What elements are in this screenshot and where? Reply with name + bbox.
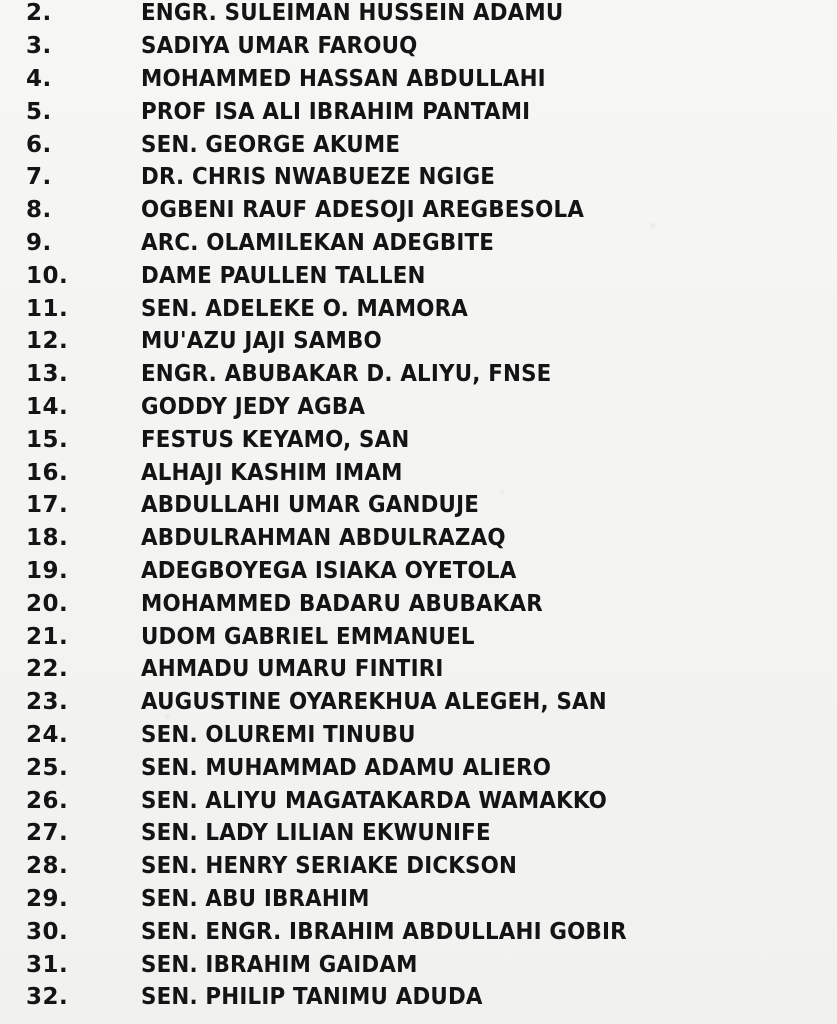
list-item <box>0 489 663 522</box>
item-name: ALHAJI KASHIM IMAM <box>141 459 403 486</box>
item-number: 3. <box>26 33 52 60</box>
list-item <box>0 194 663 227</box>
item-number: 19. <box>26 557 69 584</box>
item-name: ABDULLAHI UMAR GANDUJE <box>141 492 480 519</box>
item-number: 14. <box>26 393 69 420</box>
item-name: SEN. ABU IBRAHIM <box>141 885 370 912</box>
item-name: SEN. PHILIP TANIMU ADUDA <box>141 984 483 1011</box>
item-number: 29. <box>26 885 69 912</box>
item-name: SADIYA UMAR FAROUQ <box>141 33 418 60</box>
list-item <box>0 95 663 128</box>
list-item <box>0 751 663 784</box>
item-number: 23. <box>26 689 69 716</box>
item-name: ABDULRAHMAN ABDULRAZAQ <box>141 525 506 552</box>
list-item <box>0 358 663 391</box>
item-name: SEN. LADY LILIAN EKWUNIFE <box>141 820 491 847</box>
list-item <box>0 587 663 620</box>
item-name: SEN. OLUREMI TINUBU <box>141 721 416 748</box>
list-item <box>0 850 663 883</box>
item-number: 31. <box>26 951 69 978</box>
item-name: MOHAMMED BADARU ABUBAKAR <box>141 590 543 617</box>
item-number: 10. <box>26 262 69 289</box>
item-name: MOHAMMED HASSAN ABDULLAHI <box>141 65 546 92</box>
list-item <box>0 686 663 719</box>
item-name: SEN. ADELEKE O. MAMORA <box>141 295 469 322</box>
item-number: 30. <box>26 918 69 945</box>
item-number: 16. <box>26 459 69 486</box>
item-number: 15. <box>26 426 69 453</box>
item-name: AHMADU UMARU FINTIRI <box>141 656 444 683</box>
item-number: 4. <box>26 65 52 92</box>
item-name: SEN. GEORGE AKUME <box>141 131 401 158</box>
item-name: ENGR. SULEIMAN HUSSEIN ADAMU <box>141 0 564 27</box>
item-number: 26. <box>26 787 69 814</box>
item-name: ENGR. ABUBAKAR D. ALIYU, FNSE <box>141 361 552 388</box>
item-name: MU'AZU JAJI SAMBO <box>141 328 382 355</box>
item-number: 2. <box>26 0 52 27</box>
list-item <box>0 915 663 948</box>
item-number: 22. <box>26 656 69 683</box>
item-name: SEN. ENGR. IBRAHIM ABDULLAHI GOBIR <box>141 918 627 945</box>
list-item <box>0 719 663 752</box>
list-item <box>0 128 663 161</box>
item-name: ADEGBOYEGA ISIAKA OYETOLA <box>141 557 517 584</box>
item-name: PROF ISA ALI IBRAHIM PANTAMI <box>141 98 531 125</box>
item-number: 27. <box>26 820 69 847</box>
item-name: SEN. ALIYU MAGATAKARDA WAMAKKO <box>141 787 608 814</box>
list-item <box>0 981 663 1014</box>
item-number: 12. <box>26 328 69 355</box>
list-item <box>0 653 663 686</box>
list-item <box>0 391 663 424</box>
item-number: 8. <box>26 197 52 224</box>
list-item <box>0 325 663 358</box>
list-item <box>0 883 663 916</box>
item-name: ARC. OLAMILEKAN ADEGBITE <box>141 229 495 256</box>
item-name: OGBENI RAUF ADESOJI AREGBESOLA <box>141 197 585 224</box>
item-number: 25. <box>26 754 69 781</box>
list-item <box>0 620 663 653</box>
item-name: UDOM GABRIEL EMMANUEL <box>141 623 475 650</box>
item-number: 28. <box>26 853 69 880</box>
item-number: 32. <box>26 984 69 1011</box>
list-item <box>0 30 663 63</box>
list-item <box>0 522 663 555</box>
list-item <box>0 784 663 817</box>
list-item <box>0 259 663 292</box>
item-number: 9. <box>26 229 52 256</box>
item-number: 21. <box>26 623 69 650</box>
list-item <box>0 817 663 850</box>
list-item <box>0 227 663 260</box>
list-item <box>0 555 663 588</box>
item-number: 17. <box>26 492 69 519</box>
list-item <box>0 423 663 456</box>
list-item <box>0 948 663 981</box>
item-name: FESTUS KEYAMO, SAN <box>141 426 410 453</box>
item-number: 5. <box>26 98 52 125</box>
item-name: GODDY JEDY AGBA <box>141 393 366 420</box>
item-name: DR. CHRIS NWABUEZE NGIGE <box>141 164 496 191</box>
item-name: SEN. MUHAMMAD ADAMU ALIERO <box>141 754 552 781</box>
list-item <box>0 0 663 30</box>
item-name: DAME PAULLEN TALLEN <box>141 262 426 289</box>
item-name: SEN. HENRY SERIAKE DICKSON <box>141 853 518 880</box>
item-number: 11. <box>26 295 69 322</box>
list-item <box>0 456 663 489</box>
item-number: 18. <box>26 525 69 552</box>
item-number: 6. <box>26 131 52 158</box>
item-name: AUGUSTINE OYAREKHUA ALEGEH, SAN <box>141 689 607 716</box>
item-number: 20. <box>26 590 69 617</box>
item-number: 13. <box>26 361 69 388</box>
list-item <box>0 63 663 96</box>
item-number: 7. <box>26 164 52 191</box>
list-item <box>0 292 663 325</box>
item-name: SEN. IBRAHIM GAIDAM <box>141 951 418 978</box>
item-number: 24. <box>26 721 69 748</box>
list-item <box>0 161 663 194</box>
